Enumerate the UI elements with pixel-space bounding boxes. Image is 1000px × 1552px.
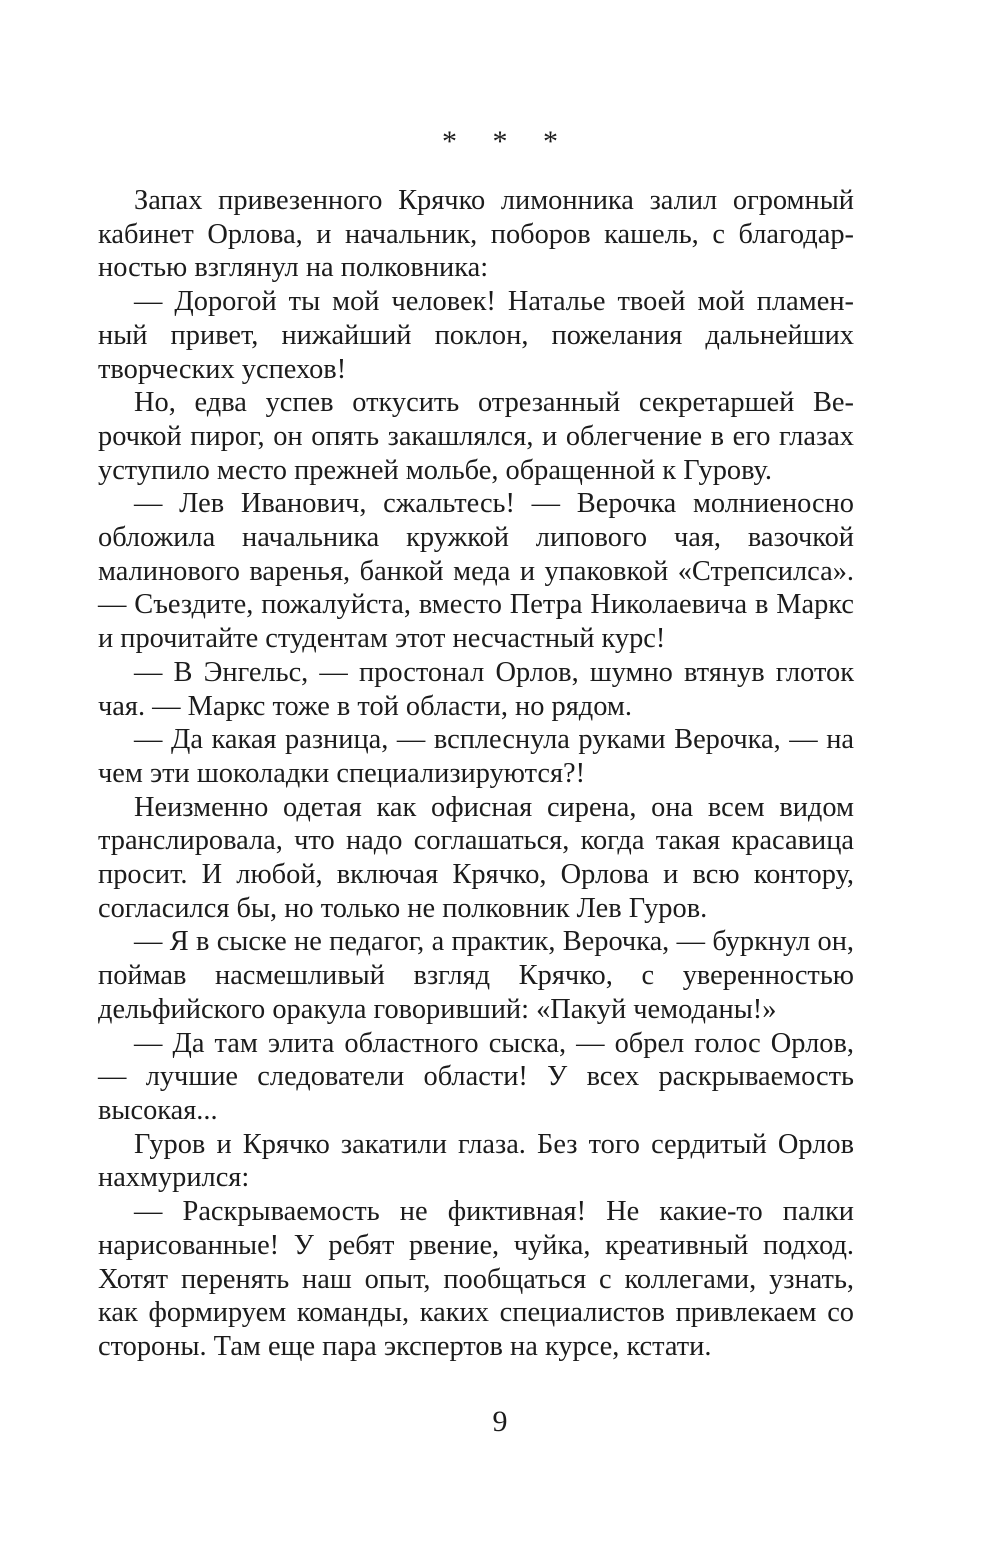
paragraph: — Лев Иванович, сжальтесь! — Верочка молниеносно обложила начальника кружкой липового чая, вазочкой малинового варенья, банкой меда и упаковкой «Стрепсилса». — Съездите, пожалуйста, вместо Петра Николаевича в Маркс и прочитайте студентам этот несчастный курс! bbox=[98, 488, 854, 655]
paragraph: — В Энгельс, — простонал Орлов, шумно втянув глоток чая. — Маркс тоже в той области, но рядом. bbox=[98, 656, 854, 722]
section-divider: * * * bbox=[442, 125, 572, 158]
paragraph: Неизменно одетая как офисная сирена, она всем видом транслировала, что надо соглашаться, когда такая красавица просит. И любой, включая Крячко, Орлова и всю контору, согласился бы, но только не полковник Лев Гуров. bbox=[98, 791, 854, 924]
paragraph: Гуров и Крячко закатили глаза. Без того сердитый Орлов нахмурился: bbox=[98, 1128, 854, 1194]
paragraph: — Я в сыске не педагог, а практик, Верочка, — буркнул он, поймав насмешливый взгляд Крячко, с уверенностью дельфийского оракула говоривший: «Пакуй чемоданы!» bbox=[98, 926, 854, 1025]
paragraph: Но, едва успев откусить отрезанный секретаршей Верочкой пирог, он опять закашлялся, и облегчение в его глазах уступило место прежней мольбе, обращенной к Гурову. bbox=[98, 387, 854, 486]
body-text bbox=[98, 184, 854, 1364]
paragraph: — Дорогой ты мой человек! Наталье твоей мой пламенный привет, нижайший поклон, пожелания дальнейших творческих успехов! bbox=[98, 286, 854, 385]
paragraph: — Да там элита областного сыска, — обрел голос Орлов, — лучшие следователи области! У всех раскрываемость высокая... bbox=[98, 1027, 854, 1126]
page-number: 9 bbox=[492, 1405, 508, 1438]
paragraph: Запах привезенного Крячко лимонника залил огромный кабинет Орлова, и начальник, поборов кашель, с благодарностью взглянул на полковника: bbox=[98, 185, 854, 284]
paragraph: — Да какая разница, — всплеснула руками Верочка, — на чем эти шоколадки специализируются?! bbox=[98, 724, 854, 789]
paragraph: — Раскрываемость не фиктивная! Не какие-то палки нарисованные! У ребят рвение, чуйка, креативный подход. Хотят перенять наш опыт, пообщаться с коллегами, узнать, как формируем команды, каких специалистов привлекаем со стороны. Там еще пара экспертов на курсе, кстати. bbox=[98, 1196, 854, 1362]
